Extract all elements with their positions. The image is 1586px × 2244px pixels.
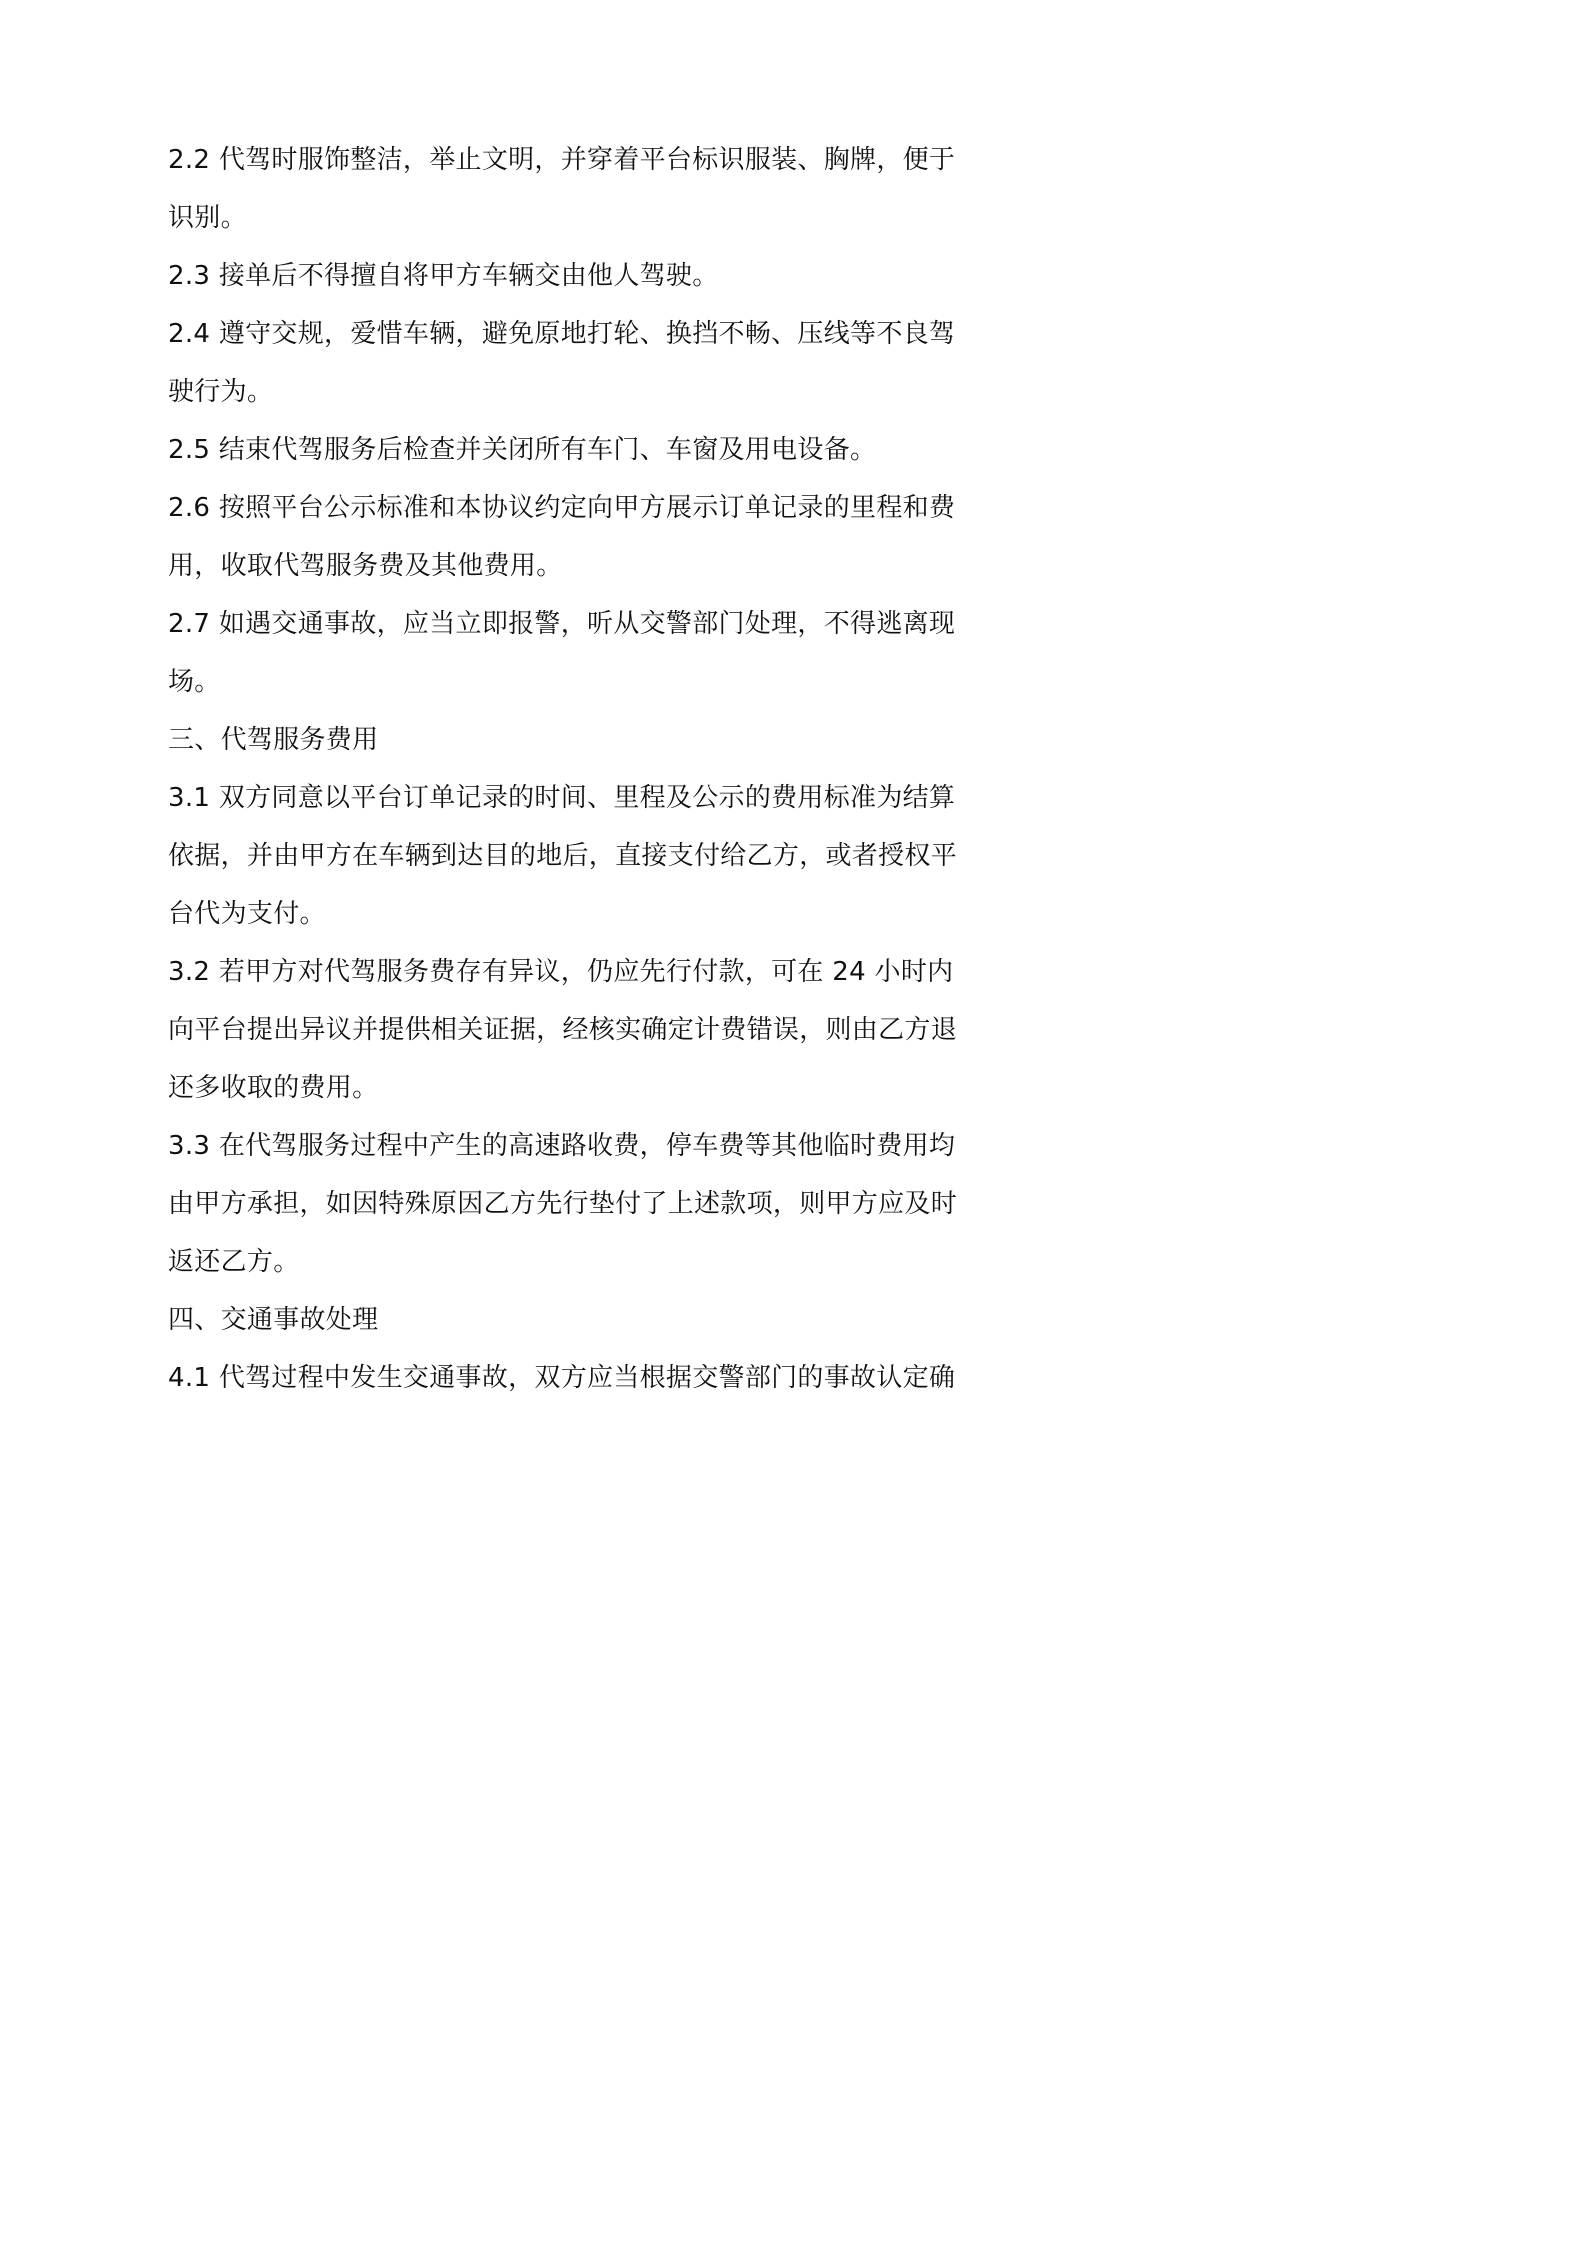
text-line: 2.2 代驾时服饰整洁，举止文明，并穿着平台标识服装、胸牌，便于 — [168, 145, 956, 175]
text-line: 台代为支付。 — [168, 899, 326, 929]
text-line: 3.3 在代驾服务过程中产生的高速路收费，停车费等其他临时费用均 — [168, 1131, 956, 1161]
text-line: 2.3 接单后不得擅自将甲方车辆交由他人驾驶。 — [168, 261, 719, 291]
text-line: 场。 — [168, 667, 221, 697]
text-line: 由甲方承担，如因特殊原因乙方先行垫付了上述款项，则甲方应及时 — [168, 1189, 958, 1219]
heading-text: 四、交通事故处理 — [168, 1305, 379, 1335]
document-page — [0, 0, 1102, 1559]
section-heading-4 — [168, 1291, 944, 1349]
text-line: 2.5 结束代驾服务后检查并关闭所有车门、车窗及用电设备。 — [168, 435, 877, 465]
text-line: 2.7 如遇交通事故，应当立即报警，听从交警部门处理，不得逃离现 — [168, 609, 956, 639]
clause-2-6 — [168, 479, 956, 595]
text-line: 识别。 — [168, 203, 247, 233]
text-line: 向平台提出异议并提供相关证据，经核实确定计费错误，则由乙方退 — [168, 1015, 958, 1045]
text-line: 还多收取的费用。 — [168, 1073, 379, 1103]
clause-4-1 — [168, 1349, 956, 1407]
text-line: 依据，并由甲方在车辆到达目的地后，直接支付给乙方，或者授权平 — [168, 841, 958, 871]
text-line: 2.4 遵守交规，爱惜车辆，避免原地打轮、换挡不畅、压线等不良驾 — [168, 319, 956, 349]
clause-3-1 — [168, 769, 958, 943]
clause-2-5 — [168, 421, 944, 479]
text-line: 3.1 双方同意以平台订单记录的时间、里程及公示的费用标准为结算 — [168, 783, 956, 813]
text-line: 3.2 若甲方对代驾服务费存有异议，仍应先行付款，可在 24 小时内 — [168, 957, 954, 987]
text-line: 用，收取代驾服务费及其他费用。 — [168, 551, 563, 581]
text-line: 2.6 按照平台公示标准和本协议约定向甲方展示订单记录的里程和费 — [168, 493, 956, 523]
clause-3-2 — [168, 943, 958, 1117]
text-line: 驶行为。 — [168, 377, 274, 407]
clause-2-2 — [168, 131, 956, 247]
text-line: 返还乙方。 — [168, 1247, 300, 1277]
clause-3-3 — [168, 1117, 958, 1291]
clause-2-4 — [168, 305, 956, 421]
document-body — [168, 131, 958, 1407]
clause-2-3 — [168, 247, 944, 305]
text-line: 4.1 代驾过程中发生交通事故，双方应当根据交警部门的事故认定确 — [168, 1363, 956, 1393]
clause-2-7 — [168, 595, 956, 711]
section-heading-3 — [168, 711, 944, 769]
heading-text: 三、代驾服务费用 — [168, 725, 379, 755]
